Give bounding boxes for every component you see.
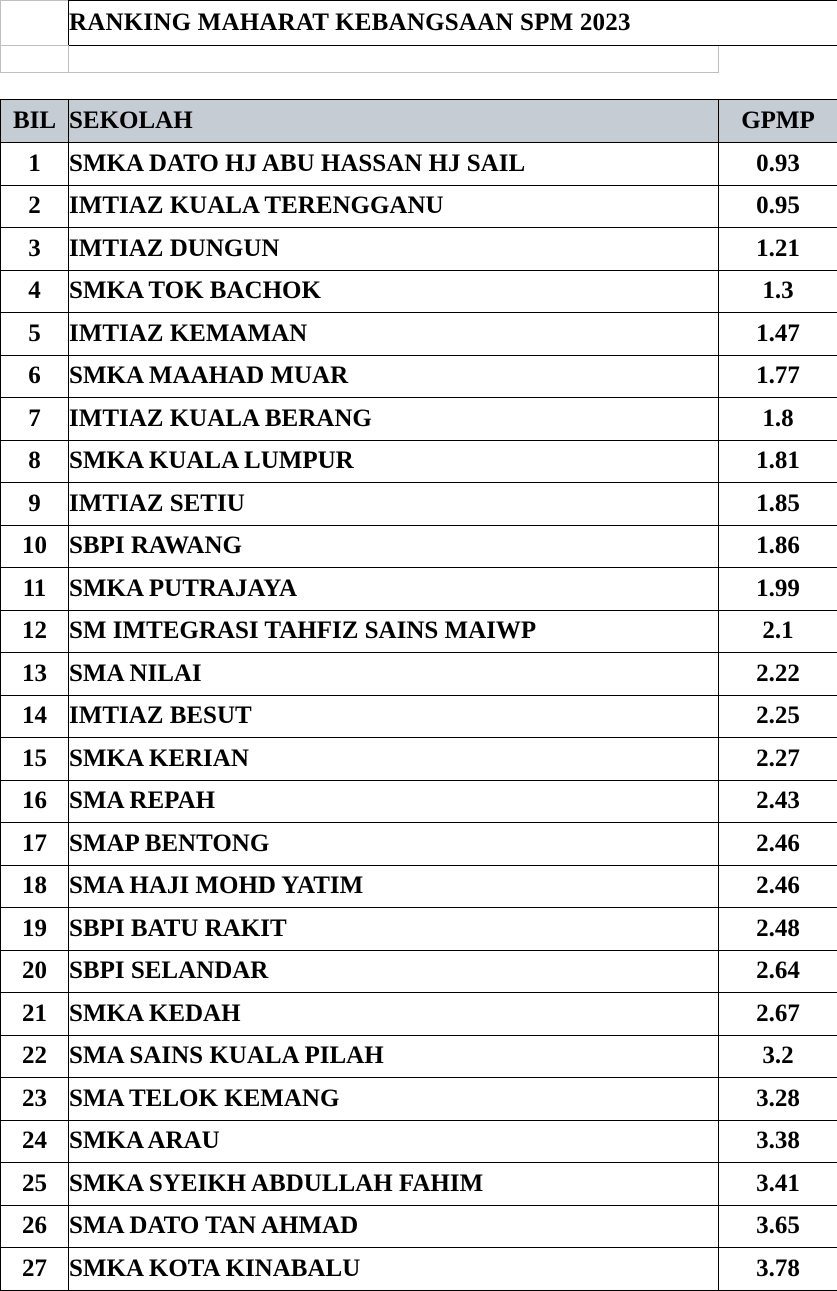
- table-row: [1, 398, 837, 441]
- table-row: [1, 865, 837, 908]
- cell-bil: 7: [1, 398, 69, 441]
- gap-cell-sekolah: [69, 73, 719, 100]
- table-row: [1, 738, 837, 781]
- cell-gpmp: 1.3: [719, 270, 837, 313]
- table-row: [1, 1078, 837, 1121]
- cell-sekolah: IMTIAZ SETIU: [69, 483, 719, 526]
- cell-sekolah: IMTIAZ DUNGUN: [69, 228, 719, 271]
- cell-gpmp: 3.41: [719, 1163, 837, 1206]
- cell-bil: 15: [1, 738, 69, 781]
- cell-gpmp: 2.46: [719, 823, 837, 866]
- spacer-cell-gpmp: [719, 46, 837, 73]
- cell-sekolah: SBPI SELANDAR: [69, 950, 719, 993]
- cell-sekolah: SMKA KERIAN: [69, 738, 719, 781]
- cell-gpmp: 1.77: [719, 355, 837, 398]
- cell-bil: 25: [1, 1163, 69, 1206]
- cell-bil: 6: [1, 355, 69, 398]
- table-row: [1, 1035, 837, 1078]
- cell-gpmp: 0.93: [719, 143, 837, 186]
- cell-sekolah: SMKA KEDAH: [69, 993, 719, 1036]
- cell-bil: 16: [1, 780, 69, 823]
- cell-bil: 14: [1, 695, 69, 738]
- table-row: [1, 355, 837, 398]
- table-row: [1, 823, 837, 866]
- table-row: [1, 228, 837, 271]
- cell-gpmp: 1.8: [719, 398, 837, 441]
- cell-bil: 17: [1, 823, 69, 866]
- cell-gpmp: 3.28: [719, 1078, 837, 1121]
- spacer-cell-sekolah: [69, 46, 719, 73]
- spacer-row: [1, 46, 837, 73]
- cell-gpmp: 1.99: [719, 568, 837, 611]
- gap-cell-bil: [1, 73, 69, 100]
- spacer-gap-row: [1, 73, 837, 100]
- cell-gpmp: 3.65: [719, 1205, 837, 1248]
- cell-sekolah: SM IMTEGRASI TAHFIZ SAINS MAIWP: [69, 610, 719, 653]
- table-row: [1, 653, 837, 696]
- cell-sekolah: SMA SAINS KUALA PILAH: [69, 1035, 719, 1078]
- cell-bil: 26: [1, 1205, 69, 1248]
- cell-bil: 18: [1, 865, 69, 908]
- cell-gpmp: 0.95: [719, 185, 837, 228]
- cell-gpmp: 2.64: [719, 950, 837, 993]
- cell-sekolah: SMKA PUTRAJAYA: [69, 568, 719, 611]
- table-row: [1, 483, 837, 526]
- table-row: [1, 1120, 837, 1163]
- cell-sekolah: SMAP BENTONG: [69, 823, 719, 866]
- cell-gpmp: 2.27: [719, 738, 837, 781]
- cell-gpmp: 1.86: [719, 525, 837, 568]
- cell-sekolah: IMTIAZ KUALA TERENGGANU: [69, 185, 719, 228]
- cell-sekolah: SMKA MAAHAD MUAR: [69, 355, 719, 398]
- cell-bil: 12: [1, 610, 69, 653]
- cell-bil: 11: [1, 568, 69, 611]
- cell-gpmp: 2.22: [719, 653, 837, 696]
- cell-sekolah: SMKA DATO HJ ABU HASSAN HJ SAIL: [69, 143, 719, 186]
- cell-gpmp: 2.43: [719, 780, 837, 823]
- cell-gpmp: 2.48: [719, 908, 837, 951]
- table-row: [1, 185, 837, 228]
- cell-bil: 8: [1, 440, 69, 483]
- cell-gpmp: 3.38: [719, 1120, 837, 1163]
- table-header-row: [1, 100, 837, 143]
- column-header-gpmp[interactable]: GPMP: [719, 100, 837, 143]
- cell-bil: 27: [1, 1248, 69, 1291]
- table-row: [1, 993, 837, 1036]
- cell-bil: 20: [1, 950, 69, 993]
- table-row: [1, 440, 837, 483]
- cell-gpmp: 3.78: [719, 1248, 837, 1291]
- cell-sekolah: IMTIAZ BESUT: [69, 695, 719, 738]
- cell-bil: 24: [1, 1120, 69, 1163]
- table-row: [1, 270, 837, 313]
- table-row: [1, 568, 837, 611]
- cell-sekolah: SMA DATO TAN AHMAD: [69, 1205, 719, 1248]
- cell-bil: 22: [1, 1035, 69, 1078]
- table-row: [1, 1248, 837, 1291]
- cell-sekolah: IMTIAZ KEMAMAN: [69, 313, 719, 356]
- cell-gpmp: 2.46: [719, 865, 837, 908]
- cell-sekolah: SBPI RAWANG: [69, 525, 719, 568]
- column-header-sekolah[interactable]: SEKOLAH: [69, 100, 719, 143]
- table-row: [1, 950, 837, 993]
- cell-bil: 21: [1, 993, 69, 1036]
- table-row: [1, 1205, 837, 1248]
- spacer-cell-bil: [1, 46, 69, 73]
- cell-sekolah: SMKA TOK BACHOK: [69, 270, 719, 313]
- cell-sekolah: SMKA KOTA KINABALU: [69, 1248, 719, 1291]
- cell-sekolah: SBPI BATU RAKIT: [69, 908, 719, 951]
- table-row: [1, 780, 837, 823]
- title-left-blank-cell: [1, 1, 69, 46]
- table-row: [1, 313, 837, 356]
- document-title: RANKING MAHARAT KEBANGSAAN SPM 2023: [69, 1, 837, 46]
- table-row: [1, 1163, 837, 1206]
- cell-sekolah: SMA REPAH: [69, 780, 719, 823]
- cell-gpmp: 3.2: [719, 1035, 837, 1078]
- cell-bil: 23: [1, 1078, 69, 1121]
- cell-bil: 13: [1, 653, 69, 696]
- title-row: [1, 1, 837, 46]
- cell-sekolah: SMA HAJI MOHD YATIM: [69, 865, 719, 908]
- cell-gpmp: 1.81: [719, 440, 837, 483]
- cell-gpmp: 1.47: [719, 313, 837, 356]
- cell-sekolah: IMTIAZ KUALA BERANG: [69, 398, 719, 441]
- cell-bil: 10: [1, 525, 69, 568]
- cell-sekolah: SMKA KUALA LUMPUR: [69, 440, 719, 483]
- table-row: [1, 610, 837, 653]
- cell-gpmp: 1.85: [719, 483, 837, 526]
- table-row: [1, 525, 837, 568]
- cell-bil: 9: [1, 483, 69, 526]
- cell-gpmp: 2.1: [719, 610, 837, 653]
- cell-sekolah: SMKA ARAU: [69, 1120, 719, 1163]
- gap-cell-gpmp: [719, 73, 837, 100]
- table-row: [1, 908, 837, 951]
- table-row: [1, 695, 837, 738]
- cell-gpmp: 1.21: [719, 228, 837, 271]
- cell-gpmp: 2.25: [719, 695, 837, 738]
- cell-sekolah: SMKA SYEIKH ABDULLAH FAHIM: [69, 1163, 719, 1206]
- cell-bil: 5: [1, 313, 69, 356]
- table-row: [1, 143, 837, 186]
- cell-sekolah: SMA NILAI: [69, 653, 719, 696]
- cell-bil: 2: [1, 185, 69, 228]
- cell-sekolah: SMA TELOK KEMANG: [69, 1078, 719, 1121]
- cell-bil: 19: [1, 908, 69, 951]
- cell-bil: 1: [1, 143, 69, 186]
- cell-gpmp: 2.67: [719, 993, 837, 1036]
- column-header-bil[interactable]: BIL: [1, 100, 69, 143]
- cell-bil: 4: [1, 270, 69, 313]
- table-body: [1, 1, 837, 1291]
- cell-bil: 3: [1, 228, 69, 271]
